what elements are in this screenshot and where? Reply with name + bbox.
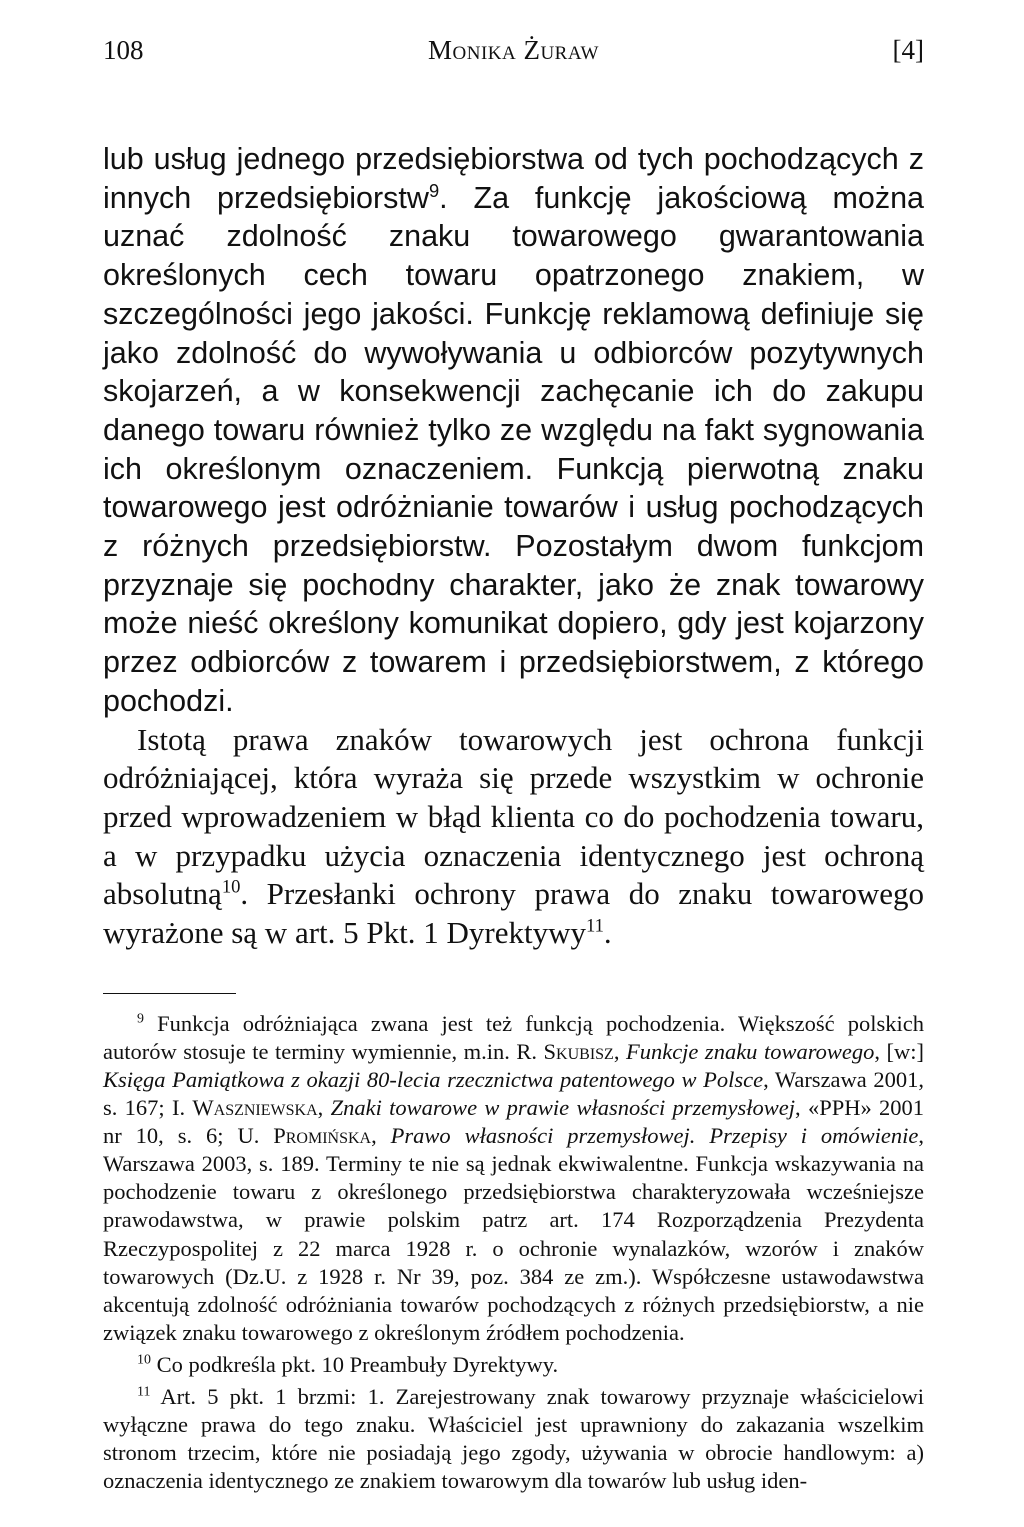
footnote-11 bbox=[103, 1383, 924, 1495]
footnote-11-text: Art. 5 pkt. 1 brzmi: 1. Zarejestrowany znak towarowy przyznaje właścicielowi wyłączne prawa do tego znaku. Właściciel jest uprawniony do zakazania wszelkim stronom trzecim, które nie posiadają jego zgody, używania w obrocie handlowym: a) oznaczenia identycznego ze znakiem towarowym dla towarów lub usług iden- bbox=[103, 1383, 924, 1494]
paragraph-2-text-a: Istotą prawa znaków towarowych jest ochrona funkcji odróżniającej, która wyraża się przede wszystkim w ochronie przed wprowadzeniem w błąd klienta co do pochodzenia towaru, a w przypadku użycia oznaczenia identycznego jest ochroną absolutną bbox=[103, 721, 924, 912]
footnote-9-text-6: , «PPH» 2001 nr 10, s. 6; U. bbox=[103, 1095, 925, 1149]
main-text bbox=[103, 140, 924, 953]
footnote-10-mark: 10 bbox=[137, 1352, 151, 1368]
footnote-separator bbox=[103, 993, 236, 994]
section-number: [4] bbox=[892, 35, 924, 65]
paragraph-1-text-b: . Za funkcję jakościową można uznać zdolność znaku towarowego gwarantowania określonych cech towaru opatrzonego znakiem, w szczególności jego jakości. Funkcję reklamową definiuje się jako zdolność do wywoływania u odbiorców pozytywnych skojarzeń, a w konsekwencji zachęcanie ich do zakupu danego towaru również tylko ze względu na fakt sygnowania ich określonym oznaczeniem. Funkcją pierwotną znaku towarowego jest odróżnianie towarów i usług pochodzących z różnych przedsiębiorstw. Pozostałym dwom funkcjom przyznaje się pochodny charakter, jako że znak towarowy może nieść określony komunikat dopiero, gdy jest kojarzony przez odbiorców z towarem i przedsiębiorstwem, z którego pochodzi. bbox=[103, 180, 925, 718]
footnote-9-title-4: Prawo własności przemysłowej. Przepisy i omówienie bbox=[390, 1123, 919, 1149]
footnote-10 bbox=[103, 1351, 924, 1379]
footnote-ref-10: 10 bbox=[221, 877, 241, 899]
footnote-9-author-1: Skubisz bbox=[543, 1038, 614, 1064]
paragraph-2-text-c: . bbox=[603, 915, 612, 951]
page-number: 108 bbox=[103, 35, 144, 65]
footnote-9-mark: 9 bbox=[137, 1011, 144, 1027]
footnote-10-text: Co podkreśla pkt. 10 Preambuły Dyrektywy. bbox=[150, 1351, 559, 1377]
footnote-9 bbox=[103, 1010, 924, 1347]
footnote-9-author-3: Promińska bbox=[273, 1123, 372, 1149]
footnote-9-text-4: , Warszawa 2001, s. 167; I. bbox=[103, 1066, 924, 1121]
paragraph-2-text-b: . Przesłanki ochrony prawa do znaku towarowego wyrażone są w art. 5 Pkt. 1 Dyrektywy bbox=[103, 876, 924, 951]
footnote-9-text-3: , [w:] bbox=[874, 1038, 924, 1064]
footnote-ref-9: 9 bbox=[428, 179, 440, 201]
footnote-9-title-1: Funkcje znaku towarowego bbox=[625, 1038, 875, 1064]
paragraph-1 bbox=[103, 140, 924, 721]
footnote-9-text-1: Funkcja odróżniająca zwana jest też funkcją pochodzenia. Większość polskich autorów stosuje te terminy wymiennie, m.in. R. bbox=[103, 1010, 924, 1064]
footnote-9-title-3: Znaki towarowe w prawie własności przemysłowej bbox=[330, 1095, 796, 1121]
footnote-9-author-2: Waszniewska bbox=[192, 1095, 318, 1121]
book-page bbox=[103, 26, 924, 1499]
footnote-9-text-2: , bbox=[613, 1038, 626, 1064]
footnote-9-title-2: Księga Pamiątkowa z okazji 80-lecia rzecznictwa patentowego w Polsce bbox=[103, 1066, 764, 1092]
footnote-9-text-5: , bbox=[317, 1095, 331, 1121]
paragraph-2 bbox=[103, 721, 924, 953]
footnote-ref-11: 11 bbox=[585, 915, 604, 937]
footnote-9-text-7: , bbox=[371, 1123, 391, 1149]
footnote-9-text-8: , Warszawa 2003, s. 189. Terminy te nie są jednak ekwiwalentne. Funkcja wskazywania na pochodzenie towaru z określonego przedsiębiorstwa charakteryzowała wcześniejsze prawodawstwa, w prawie polskim patrz art. 174 Rozporządzenia Prezydenta Rzeczypospolitej z 22 marca 1928 r. o ochronie wynalazków, wzorów i znaków towarowych (Dz.U. z 1928 r. Nr 39, poz. 384 ze zm.). Współczesne ustawodawstwa akcentują zdolność odróżniania towarów pochodzących z różnych przedsiębiorstw, a nie związek znaku towarowego z określonym źródłem pochodzenia. bbox=[103, 1123, 925, 1345]
footnotes bbox=[103, 1010, 924, 1496]
running-head bbox=[103, 26, 924, 74]
footnote-11-mark: 11 bbox=[137, 1384, 151, 1400]
running-head-author: Monika Żuraw bbox=[428, 35, 599, 65]
paragraph-1-text-a: lub usług jednego przedsiębiorstwa od tych pochodzących z innych przedsiębiorstw bbox=[103, 142, 924, 215]
